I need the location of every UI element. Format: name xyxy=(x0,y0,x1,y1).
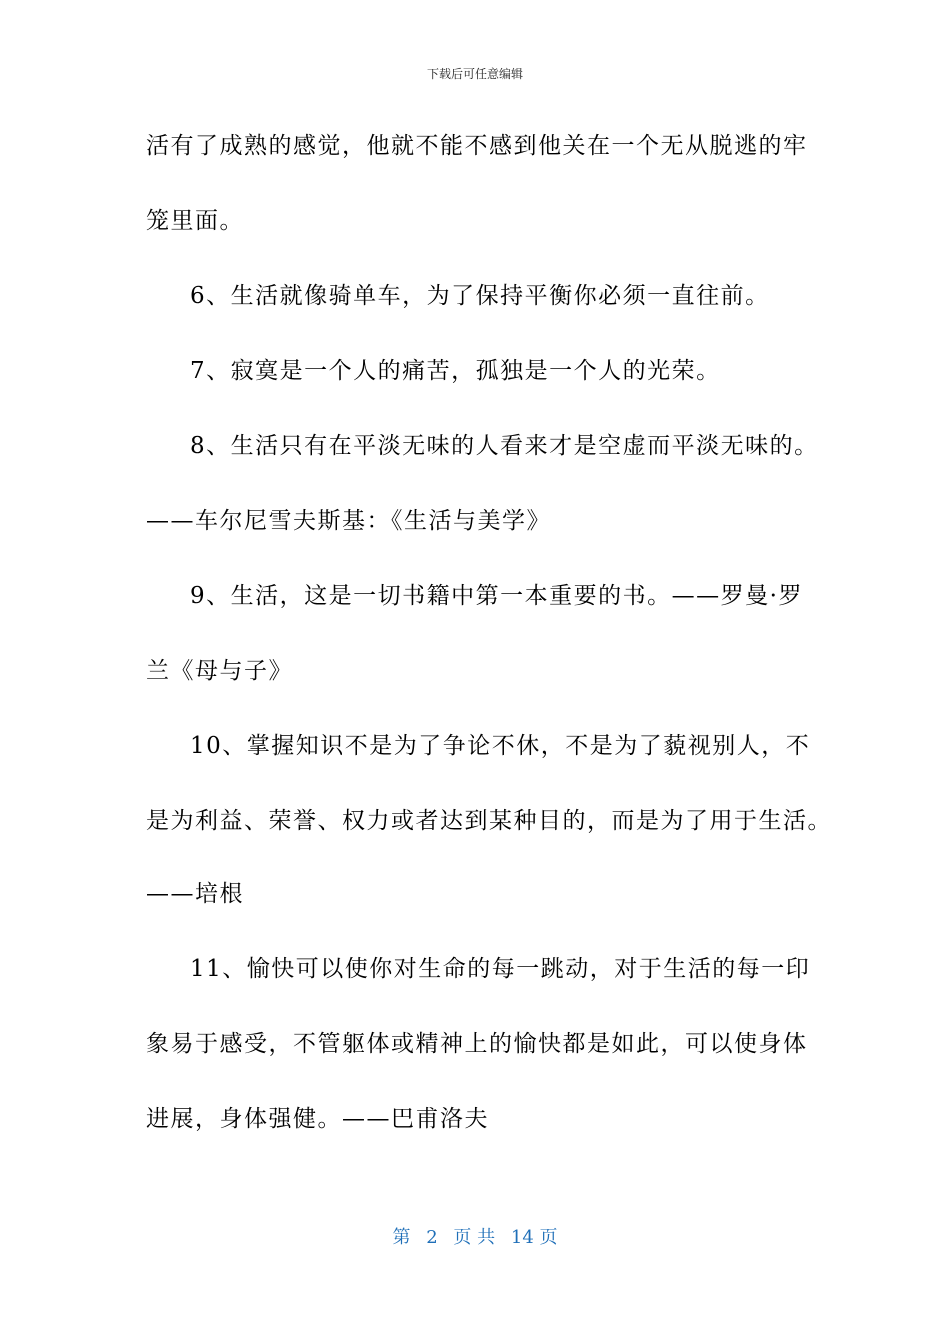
footer-prefix: 第 xyxy=(392,1227,411,1248)
quote-11: 11、愉快可以使你对生命的每一跳动，对于生活的每一印 xyxy=(190,956,811,982)
page-header: 下载后可任意编辑 xyxy=(426,67,523,81)
quote-10-continued: 是为利益、荣誉、权力或者达到某种目的，而是为了用于生活。 xyxy=(146,808,832,834)
quote-7: 7、寂寞是一个人的痛苦，孤独是一个人的光荣。 xyxy=(190,358,721,384)
quote-11-continued: 象易于感受，不管躯体或精神上的愉快都是如此，可以使身体 xyxy=(146,1031,808,1057)
text-line-1: 活有了成熟的感觉，他就不能不感到他关在一个无从脱逃的牢 xyxy=(146,133,808,159)
footer-middle: 页 共 xyxy=(453,1227,496,1248)
quote-6: 6、生活就像骑单车，为了保持平衡你必须一直往前。 xyxy=(190,283,770,309)
quote-8-attribution: ——车尔尼雪夫斯基：《生活与美学》 xyxy=(146,508,551,534)
quote-11-attribution: 进展，身体强健。——巴甫洛夫 xyxy=(146,1106,489,1132)
text-line-2: 笼里面。 xyxy=(146,208,244,234)
quote-9-continued: 兰《母与子》 xyxy=(146,658,293,684)
total-page-number: 14 xyxy=(510,1227,534,1248)
quote-10-attribution: ——培根 xyxy=(146,881,244,907)
quote-9: 9、生活，这是一切书籍中第一本重要的书。——罗曼·罗 xyxy=(190,583,803,609)
current-page-number: 2 xyxy=(426,1227,438,1248)
quote-8: 8、生活只有在平淡无味的人看来才是空虚而平淡无味的。 xyxy=(190,433,819,459)
page-footer xyxy=(0,1226,950,1250)
footer-suffix: 页 xyxy=(539,1227,558,1248)
quote-10: 10、掌握知识不是为了争论不休，不是为了藐视别人，不 xyxy=(190,733,811,759)
